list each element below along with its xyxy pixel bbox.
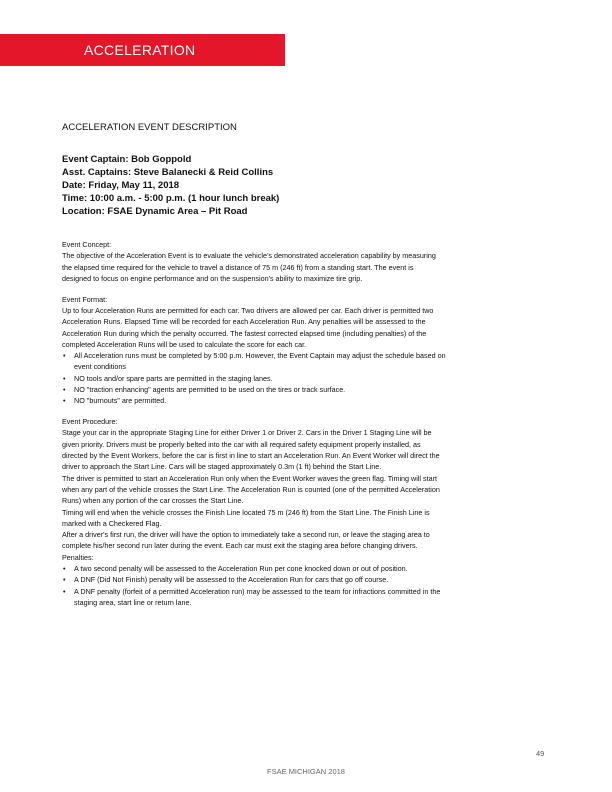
paragraph-line: driver to approach the Start Line. Cars will be staged approximately 0.3m (1 ft) behind the Start Line. [62, 462, 382, 472]
section-banner [0, 34, 285, 66]
list-item [62, 373, 552, 384]
event-description-heading: ACCELERATION EVENT DESCRIPTION [62, 122, 237, 133]
list-item [62, 563, 552, 574]
paragraph-line: complete his/her second run later during the event. Each car must exit the staging area before changing drivers. [62, 541, 418, 551]
banner-title: ACCELERATION [84, 42, 196, 58]
paragraph-line: Acceleration Runs. Elapsed Time will be recorded for each Acceleration Run. Any penalties will be assessed to the [62, 317, 426, 327]
paragraph-line: completed Acceleration Runs will be used to calculate the score for each car. [62, 339, 307, 349]
section-heading: Event Procedure: [62, 417, 118, 427]
list-item-line: • NO "traction enhancing" agents are permitted to be used on the tires or track surface. [74, 385, 346, 395]
list-item [62, 350, 552, 373]
paragraph-line: The objective of the Acceleration Event is to evaluate the vehicle’s demonstrated acceleration capability by measuring [62, 251, 436, 261]
paragraph-line: Up to four Acceleration Runs are permitted for each car. Two drivers are allowed per car. Each driver is permitted two [62, 305, 434, 315]
assistant-captains: Asst. Captains: Steve Balanecki & Reid Collins [62, 167, 274, 178]
paragraph-line: directed by the Event Workers, before the car is first in line to start an Acceleration Run. An Event Worker will direct the [62, 451, 440, 461]
event-date: Date: Friday, May 11, 2018 [62, 180, 180, 191]
paragraph-line: designed to focus on engine performance and on the suspension's ability to maximize tire grip. [62, 273, 363, 283]
list-item [62, 395, 552, 406]
event-time: Time: 10:00 a.m. - 5:00 p.m. (1 hour lunch break) [62, 193, 280, 204]
list-item-line: • A DNF (Did Not Finish) penalty will be assessed to the Acceleration Run for cars that go off course. [74, 575, 389, 585]
paragraph-line: Stage your car in the appropriate Staging Line for either Driver 1 or Driver 2. Cars in the Driver 1 Staging Line will be [62, 428, 432, 438]
list-item-line: • A two second penalty will be assessed to the Acceleration Run per cone knocked down or out of position. [74, 564, 408, 574]
list-item-line: • All Acceleration runs must be completed by 5:00 p.m. However, the Event Captain may adjust the schedule based on [74, 351, 446, 361]
list-item-line: staging area, start line or return lane. [74, 597, 192, 607]
paragraph-line: marked with a Checkered Flag. [62, 518, 162, 528]
section-heading: Event Format: [62, 294, 108, 304]
paragraph-line: Timing will end when the vehicle crosses the Finish Line located 75 m (246 ft) from the Start Line. The Finish Line is [62, 507, 430, 517]
list-item-line: event conditions [74, 362, 126, 372]
format-rules-list [62, 350, 552, 406]
paragraph-line: given priority. Drivers must be properly belted into the car with all required safety equipment properly installed, as [62, 439, 421, 449]
paragraph-line: The driver is permitted to start an Acceleration Run only when the Event Worker waves the green flag. Timing will start [62, 473, 437, 483]
event-format-section [62, 294, 552, 407]
list-item [62, 574, 552, 585]
event-captain: Event Captain: Bob Goppold [62, 154, 192, 165]
event-concept-section [62, 239, 552, 284]
page-footer: FSAE MICHIGAN 2018 [267, 767, 345, 776]
list-item [62, 586, 552, 609]
paragraph-line: Acceleration Run during which the penalty occurred. The fastest corrected elapsed time (including penalties) of the [62, 328, 427, 338]
page-content [62, 122, 552, 618]
section-heading: Event Concept: [62, 240, 112, 249]
paragraph-line: the elapsed time required for the vehicle to travel a distance of 75 m (246 ft) from a standing start. The event is [62, 262, 414, 272]
event-location: Location: FSAE Dynamic Area – Pit Road [62, 206, 248, 217]
list-item-line: • NO "burnouts" are permitted. [74, 396, 167, 406]
list-item [62, 384, 552, 395]
event-info-block [62, 153, 552, 218]
page-number: 49 [536, 749, 545, 758]
paragraph-line: Runs) when any portion of the car crosses the Start Line. [62, 496, 244, 506]
penalties-heading: Penalties: [62, 552, 94, 562]
paragraph-line: when any part of the vehicle crosses the Start Line. The Acceleration Run is counted (one of the permitted Acceleration [62, 484, 440, 494]
list-item-line: • A DNF penalty (forfeit of a permitted Acceleration run) may be assessed to the team for infractions committed in the [74, 586, 441, 596]
list-item-line: • NO tools and/or spare parts are permitted in the staging lanes. [74, 373, 273, 383]
penalties-list [62, 563, 552, 608]
paragraph-line: After a driver's first run, the driver will have the option to immediately take a second run, or leave the staging area to [62, 530, 430, 540]
event-procedure-section [62, 416, 552, 608]
